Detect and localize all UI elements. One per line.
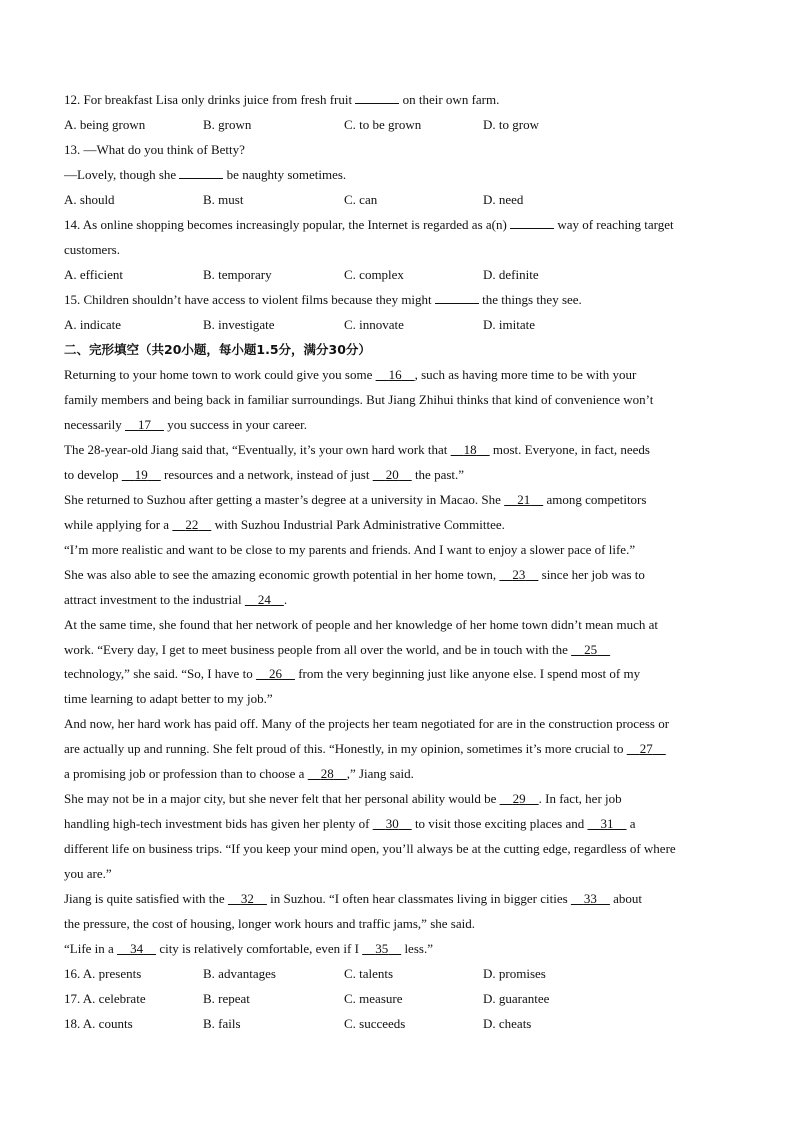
blank-23: 23 xyxy=(512,567,526,582)
passage-line: different life on business trips. “If you keep your mind open, you’ll always be at the cutting edge, regardless of where xyxy=(64,841,676,856)
question-14-stem xyxy=(64,217,734,233)
answer-blank xyxy=(435,292,479,304)
question-12-text: 12. For breakfast Lisa only drinks juice from fresh fruit xyxy=(64,92,353,107)
section-heading: 二、完形填空（共20小题，每小题1.5分，满分30分） xyxy=(64,342,371,357)
question-13-stem: 13. —What do you think of Betty? xyxy=(64,142,245,157)
q15-option-c: C. innovate xyxy=(344,317,404,332)
cloze-17-option-d: D. guarantee xyxy=(483,991,550,1006)
cloze-17-option-a: 17. A. celebrate xyxy=(64,991,146,1006)
passage-line: you are.” xyxy=(64,866,112,881)
q12-option-b: B. grown xyxy=(203,117,252,132)
q13-option-b: B. must xyxy=(203,192,244,207)
q15-option-a: A. indicate xyxy=(64,317,122,332)
cloze-17-option-b: B. repeat xyxy=(203,991,250,1006)
blank-20: 20 xyxy=(385,467,399,482)
blank-18: 18 xyxy=(463,442,477,457)
blank-22: 22 xyxy=(185,517,199,532)
cloze-18-option-c: C. succeeds xyxy=(344,1016,406,1031)
passage-line: family members and being back in familiar surroundings. But Jiang Zhihui thinks that kind of convenience won’t xyxy=(64,392,654,407)
passage-line: She may not be in a major city, but she never felt that her personal ability would be 29 . In fact, her job xyxy=(64,791,622,806)
blank-16: 16 xyxy=(388,367,402,382)
blank-19: 19 xyxy=(134,467,148,482)
passage-line: “Life in a 34 city is relatively comfortable, even if I 35 less.” xyxy=(64,941,433,956)
question-14-text-after: way of reaching target xyxy=(557,217,674,232)
passage-line: work. “Every day, I get to meet business people from all over the world, and be in touch with the 25 xyxy=(64,642,734,658)
passage-line: are actually up and running. She felt proud of this. “Honestly, in my opinion, sometimes it’s more crucial to 27 xyxy=(64,741,734,757)
question-12-text-after: on their own farm. xyxy=(402,92,500,107)
blank-30: 30 xyxy=(385,816,399,831)
passage-line: a promising job or profession than to choose a 28 ,” Jiang said. xyxy=(64,766,414,781)
answer-blank xyxy=(179,167,223,179)
cloze-18-option-d: D. cheats xyxy=(483,1016,532,1031)
question-13-reply-text: —Lovely, though she xyxy=(64,167,177,182)
cloze-17-option-c: C. measure xyxy=(344,991,403,1006)
q15-option-d: D. imitate xyxy=(483,317,535,332)
question-13-reply xyxy=(64,167,734,183)
blank-33: 33 xyxy=(583,891,597,906)
question-15-text: 15. Children shouldn’t have access to violent films because they might xyxy=(64,292,432,307)
cloze-18-option-b: B. fails xyxy=(203,1016,241,1031)
cloze-16-option-a: 16. A. presents xyxy=(64,966,142,981)
passage-line: At the same time, she found that her network of people and her knowledge of her home town didn’t mean much at xyxy=(64,617,658,632)
q14-option-d: D. definite xyxy=(483,267,539,282)
passage-line: She returned to Suzhou after getting a master’s degree at a university in Macao. She 21 among competitors xyxy=(64,492,647,507)
passage-line: “I’m more realistic and want to be close to my parents and friends. And I want to enjoy a slower pace of life.” xyxy=(64,542,636,557)
cloze-16-option-d: D. promises xyxy=(483,966,546,981)
blank-24: 24 xyxy=(257,592,271,607)
question-13-reply-after: be naughty sometimes. xyxy=(226,167,347,182)
cloze-16-option-b: B. advantages xyxy=(203,966,276,981)
blank-28: 28 xyxy=(320,766,334,781)
question-14-continuation: customers. xyxy=(64,242,120,257)
q14-option-b: B. temporary xyxy=(203,267,272,282)
answer-blank xyxy=(355,92,399,104)
passage-line: And now, her hard work has paid off. Many of the projects her team negotiated for are in the construction process or xyxy=(64,716,670,731)
blank-34: 34 xyxy=(130,941,144,956)
passage-line: Returning to your home town to work could give you some 16 , such as having more time to be with your xyxy=(64,367,637,382)
blank-31: 31 xyxy=(600,816,614,831)
cloze-16-option-c: C. talents xyxy=(344,966,394,981)
q15-option-b: B. investigate xyxy=(203,317,275,332)
answer-blank xyxy=(510,217,554,229)
blank-25: 25 xyxy=(584,642,598,657)
q13-option-a: A. should xyxy=(64,192,115,207)
blank-29: 29 xyxy=(512,791,526,806)
q12-option-a: A. being grown xyxy=(64,117,146,132)
passage-line: She was also able to see the amazing economic growth potential in her home town, 23 since her job was to xyxy=(64,567,645,582)
question-14-text: 14. As online shopping becomes increasingly popular, the Internet is regarded as a(n) xyxy=(64,217,507,232)
q12-option-c: C. to be grown xyxy=(344,117,422,132)
blank-21: 21 xyxy=(517,492,531,507)
blank-32: 32 xyxy=(240,891,254,906)
cloze-18-option-a: 18. A. counts xyxy=(64,1016,133,1031)
blank-35: 35 xyxy=(375,941,389,956)
passage-line: technology,” she said. “So, I have to 26 from the very beginning just like anyone else. I spend most of my xyxy=(64,666,641,681)
passage-line: necessarily 17 you success in your career. xyxy=(64,417,307,432)
q13-option-c: C. can xyxy=(344,192,378,207)
passage-line: attract investment to the industrial 24 . xyxy=(64,592,288,607)
passage-line: while applying for a 22 with Suzhou Industrial Park Administrative Committee. xyxy=(64,517,505,532)
q12-option-d: D. to grow xyxy=(483,117,539,132)
passage-line: The 28-year-old Jiang said that, “Eventually, it’s your own hard work that 18 most. Everyone, in fact, needs xyxy=(64,442,650,457)
passage-line: handling high-tech investment bids has given her plenty of 30 to visit those exciting places and 31 a xyxy=(64,816,636,831)
question-15-stem xyxy=(64,292,734,308)
passage-line: the pressure, the cost of housing, longer work hours and traffic jams,” she said. xyxy=(64,916,475,931)
blank-17: 17 xyxy=(138,417,152,432)
q13-option-d: D. need xyxy=(483,192,524,207)
blank-27: 27 xyxy=(639,741,653,756)
question-12-stem xyxy=(64,92,734,108)
passage-line: time learning to adapt better to my job.” xyxy=(64,691,273,706)
q14-option-c: C. complex xyxy=(344,267,404,282)
blank-26: 26 xyxy=(268,666,282,681)
passage-line: to develop 19 resources and a network, instead of just 20 the past.” xyxy=(64,467,465,482)
q14-option-a: A. efficient xyxy=(64,267,123,282)
passage-line: Jiang is quite satisfied with the 32 in Suzhou. “I often hear classmates living in bigger cities 33 about xyxy=(64,891,643,906)
question-15-text-after: the things they see. xyxy=(482,292,582,307)
